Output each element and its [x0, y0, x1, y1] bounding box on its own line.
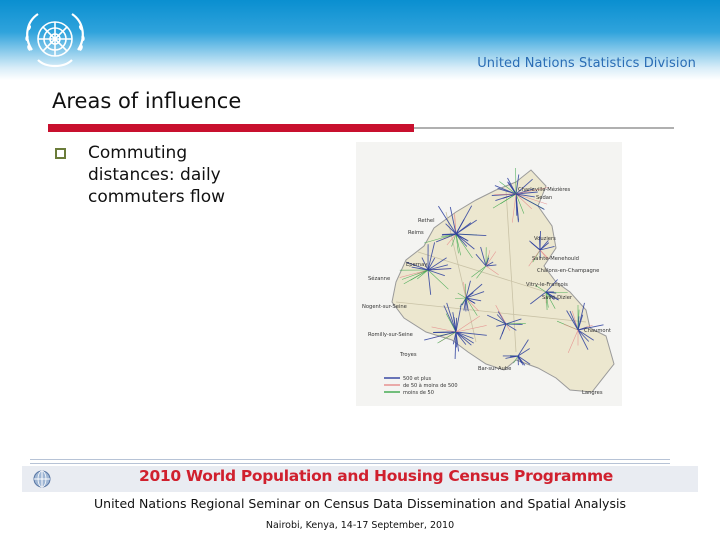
city-label: Vouziers — [534, 236, 556, 242]
city-label: Nogent-sur-Seine — [362, 304, 407, 310]
city-label: Reims — [408, 230, 424, 236]
header-banner — [0, 0, 720, 80]
slide-title: Areas of influence — [52, 89, 242, 113]
city-label: Troyes — [400, 352, 417, 358]
city-label: Bar-sur-Aube — [478, 366, 512, 372]
city-label: Charleville-Mézières — [518, 187, 571, 193]
city-label: Rethel — [418, 218, 435, 224]
un-emblem-icon — [18, 6, 92, 76]
city-label: Sézanne — [368, 276, 391, 282]
city-label: Romilly-sur-Seine — [368, 332, 413, 338]
legend-label: de 50 à moins de 500 — [403, 383, 458, 389]
city-label: Epernay — [406, 262, 428, 268]
footer-rule-bottom — [30, 463, 670, 464]
footer-rule-top — [30, 459, 670, 460]
seminar-title: United Nations Regional Seminar on Census Data Dissemination and Spatial Analysis — [94, 496, 626, 511]
org-name: United Nations Statistics Division — [477, 56, 696, 71]
city-label: Châlons-en-Champagne — [537, 268, 600, 274]
bullet-text: Commuting distances: daily commuters flow — [88, 143, 226, 207]
city-label: Saint-Dizier — [542, 295, 573, 301]
city-label: Chaumont — [584, 328, 611, 334]
legend-label: 500 et plus — [403, 376, 432, 382]
commuter-flow-map — [356, 142, 622, 406]
city-label: Vitry-le-François — [526, 282, 568, 288]
bullet-checkbox-icon — [55, 148, 66, 159]
legend-label: moins de 50 — [403, 390, 434, 396]
programme-title: 2010 World Population and Housing Census Programme — [138, 467, 614, 485]
city-label: Sainte-Menehould — [532, 256, 579, 262]
city-label: Sedan — [536, 195, 553, 201]
city-label: Langres — [582, 390, 603, 396]
title-rule-accent — [48, 124, 414, 132]
title-rule — [414, 127, 674, 129]
globe-icon — [34, 471, 50, 487]
seminar-dates: Nairobi, Kenya, 14-17 September, 2010 — [265, 520, 455, 531]
